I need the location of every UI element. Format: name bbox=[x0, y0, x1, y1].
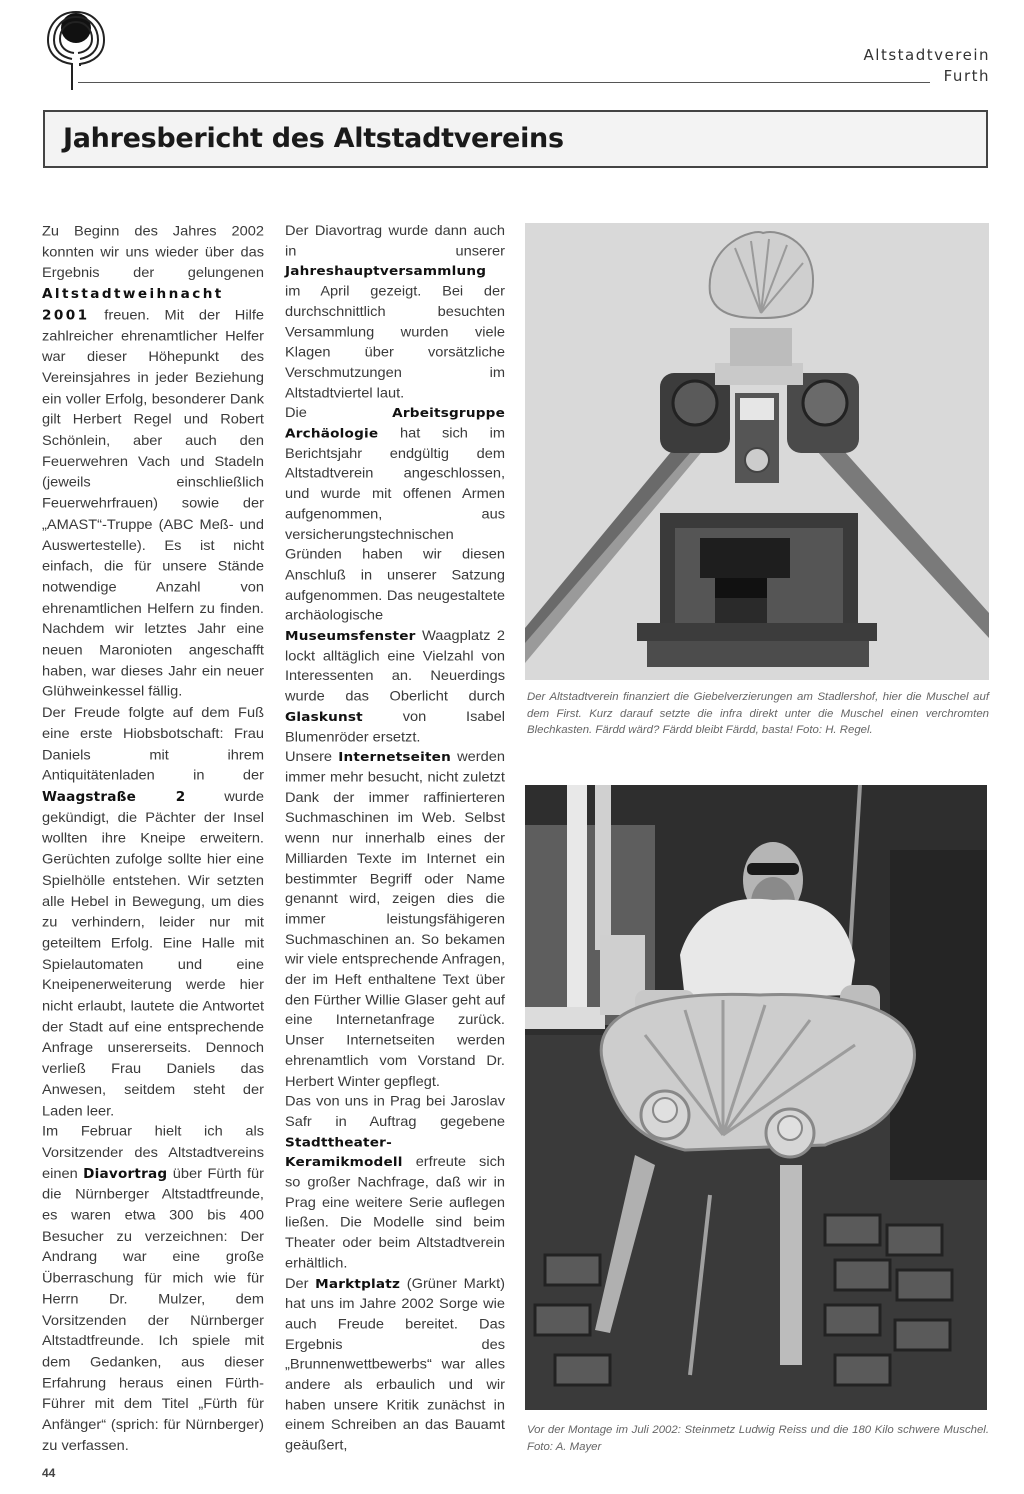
highlight-altstadtweihnacht: Altstadtweihnacht 2001 bbox=[42, 286, 224, 324]
highlight-diavortrag: Diavortrag bbox=[83, 1166, 168, 1182]
paragraph bbox=[285, 1275, 505, 1457]
text: Die bbox=[285, 406, 393, 421]
highlight-glaskunst: Glaskunst bbox=[285, 709, 363, 725]
altstadtverein-logo-icon bbox=[42, 6, 110, 90]
paragraph bbox=[285, 222, 505, 404]
paragraph bbox=[285, 1093, 505, 1275]
text: wurde gekündigt, die Pächter der Insel wollten ihre Kneipe erweitern. Gerüchten zufolge sollte hier eine Spielhölle entstehen. Wir setzten alle Hebel in Bewegung, um dies zu verhindern, leider nur mit geteiltem Erfolg. Eine Halle mit Spielautomaten und eine Kneipenerweiterung werde hier nicht erlaubt, lautete die Antwortet der Stadt auf eine entsprechende Anfrage unsererseits. Dennoch verließ Frau Daniels das Anwesen, seitdem steht der Laden leer. bbox=[42, 789, 264, 1119]
text: Im Februar hielt ich als Vorsitzender des Altstadtvereins einen bbox=[42, 1124, 264, 1182]
highlight-internetseiten: Internetseiten bbox=[338, 750, 451, 766]
org-name-line2: Furth bbox=[943, 67, 990, 85]
text: hat sich im Berichtsjahr endgültig dem Altstadtverein angeschlossen, und wurde mit offenen Armen aufgenommen, aus versicherungstechnischen Gründen haben wir diesen Anschluß in unserer Satzung aufgenommen. Das neugestaltete archäologische bbox=[285, 426, 505, 624]
highlight-keramikmodell: Stadttheater-Keramikmodell bbox=[285, 1134, 403, 1171]
text: Waagplatz 2 lockt alltäglich eine Vielzahl von Interessenten an. Neuerdings wurde das Oberlicht durch bbox=[285, 628, 505, 705]
highlight-waagstrasse: Waagstraße 2 bbox=[42, 789, 186, 805]
organization-name bbox=[864, 45, 990, 87]
text: erfreute sich so großer Nachfrage, daß wir in Prag eine weitere Serie auflegen ließen. Die Modelle sind beim Theater oder beim Altstadtverein erhältlich. bbox=[285, 1155, 505, 1272]
text: Der Freude folgte auf dem Fuß eine erste Hiobsbotschaft: Frau Daniels mit ihrem Antiquitätenladen in der bbox=[42, 705, 264, 784]
highlight-marktplatz: Marktplatz bbox=[315, 1276, 401, 1292]
text: Unsere bbox=[285, 750, 339, 766]
text: im April gezeigt. Bei der durchschnittlich besuchten Versammlung wurden viele Klagen über vorsätzliche Verschmutzungen im Altstadtviertel laut. bbox=[285, 284, 505, 401]
text: Zu Beginn des Jahres 2002 konnten wir uns wieder über das Ergebnis der gelungenen bbox=[42, 223, 264, 282]
text: (Grüner Markt) hat uns im Jahre 2002 Sorge wie auch Freude bereitet. Das Ergebnis des „Brunnenwettbewerbs“ war alles andere als erbaulich und wir haben unsere Kritik zunächst in einem Schreiben an das Bauamt geäußert, bbox=[285, 1276, 506, 1454]
gable-ornament-photo bbox=[525, 223, 989, 680]
text: Das von uns in Prag bei Jaroslav Safr in Auftrag gegebene bbox=[285, 1094, 505, 1130]
stonemason-photo bbox=[525, 785, 987, 1410]
highlight-arbeitsgruppe-archaeologie: Arbeitsgruppe Archäologie bbox=[285, 406, 505, 442]
title-box bbox=[43, 110, 988, 168]
highlight-museumsfenster: Museumsfenster bbox=[285, 628, 416, 644]
page-number: 44 bbox=[42, 1466, 56, 1480]
page-title: Jahresbericht des Altstadtvereins bbox=[63, 123, 564, 154]
text: von Isabel Blumenröder ersetzt. bbox=[285, 709, 505, 745]
paragraph bbox=[42, 1122, 264, 1457]
text: Der Diavortrag wurde dann auch in unserer bbox=[285, 223, 505, 260]
article-column-1 bbox=[42, 222, 264, 1457]
header-rule bbox=[78, 82, 930, 83]
photo-caption-2: Vor der Montage im Juli 2002: Steinmetz Ludwig Reiss und die 180 Kilo schwere Muschel. Foto: A. Mayer bbox=[527, 1424, 989, 1453]
text: freuen. Mit der Hilfe zahlreicher ehrenamtlicher Helfer war dieser Höhepunkt des Vereinsjahres in jeder Beziehung ein voller Erfolg, besonderer Dank gilt Herbert Regel und Robert Schönlein, aber auch den Feuerwehren Vach und Stadeln (jeweils einschließlich Feuerwehrfrauen) sowie der „AMAST“-Truppe (ABC Meß- und Auswertestelle). Es ist nicht einfach, die für unsere Stände notwendige Anzahl von ehrenamtlichen Helfern zu finden. Nachdem wir letztes Jahr eine neuen Maronioten angeschafft haben, war dieses Jahr ein neuer Glühweinkessel fällig. bbox=[42, 307, 264, 701]
text: werden immer mehr besucht, nicht zuletzt Dank der immer raffinierteren Suchmaschinen im Web. Selbst wenn nur innerhalb eines der Milliarden Texte im Internet ein bestimmter Begriff oder Name genannt wird, zeigen dies die immer leistungsfähigeren Suchmaschinen an. So bekamen wir viele entsprechende Anfragen, der im Heft enthaltene Text über den Fürther Willie Glaser geht auf eine Internetanfrage zurück. Unser Internetseiten werden ehrenamtlich vom Vorstand Dr. Herbert Winter gepflegt. bbox=[285, 750, 505, 1090]
photo-caption-1: Der Altstadtverein finanziert die Giebelverzierungen am Stadlershof, hier die Muschel auf dem First. Kurz darauf setzte die infra direkt unter die Muschel einen verchromten Blechkasten. Färdd wärd? Färdd bleibt Färdd, basta! Foto: H. Regel. bbox=[527, 691, 989, 736]
paragraph bbox=[42, 222, 264, 704]
paragraph bbox=[42, 704, 264, 1123]
org-name-line1: Altstadtverein bbox=[863, 46, 990, 64]
text: Der bbox=[285, 1276, 316, 1292]
paragraph bbox=[285, 404, 505, 748]
text: über Fürth für die Nürnberger Altstadtfreunde, es waren etwa 300 bis 400 Besucher zu verzeichnen: Der Andrang war eine große Überraschung für mich wie für Herrn Dr. Mulzer, dem Vorsitzenden der Nürnberger Altstadtfreunde. Ich spiele mit dem Gedanken, aus dieser Erfahrung heraus einen Fürth-Führer mit dem Titel „Fürth für Anfänger“ (sprich: für Nürnberger) zu verfassen. bbox=[42, 1166, 264, 1454]
article-column-2 bbox=[285, 222, 505, 1457]
paragraph bbox=[285, 748, 505, 1092]
highlight-jahreshauptversammlung: Jahreshauptversammlung bbox=[285, 264, 487, 280]
